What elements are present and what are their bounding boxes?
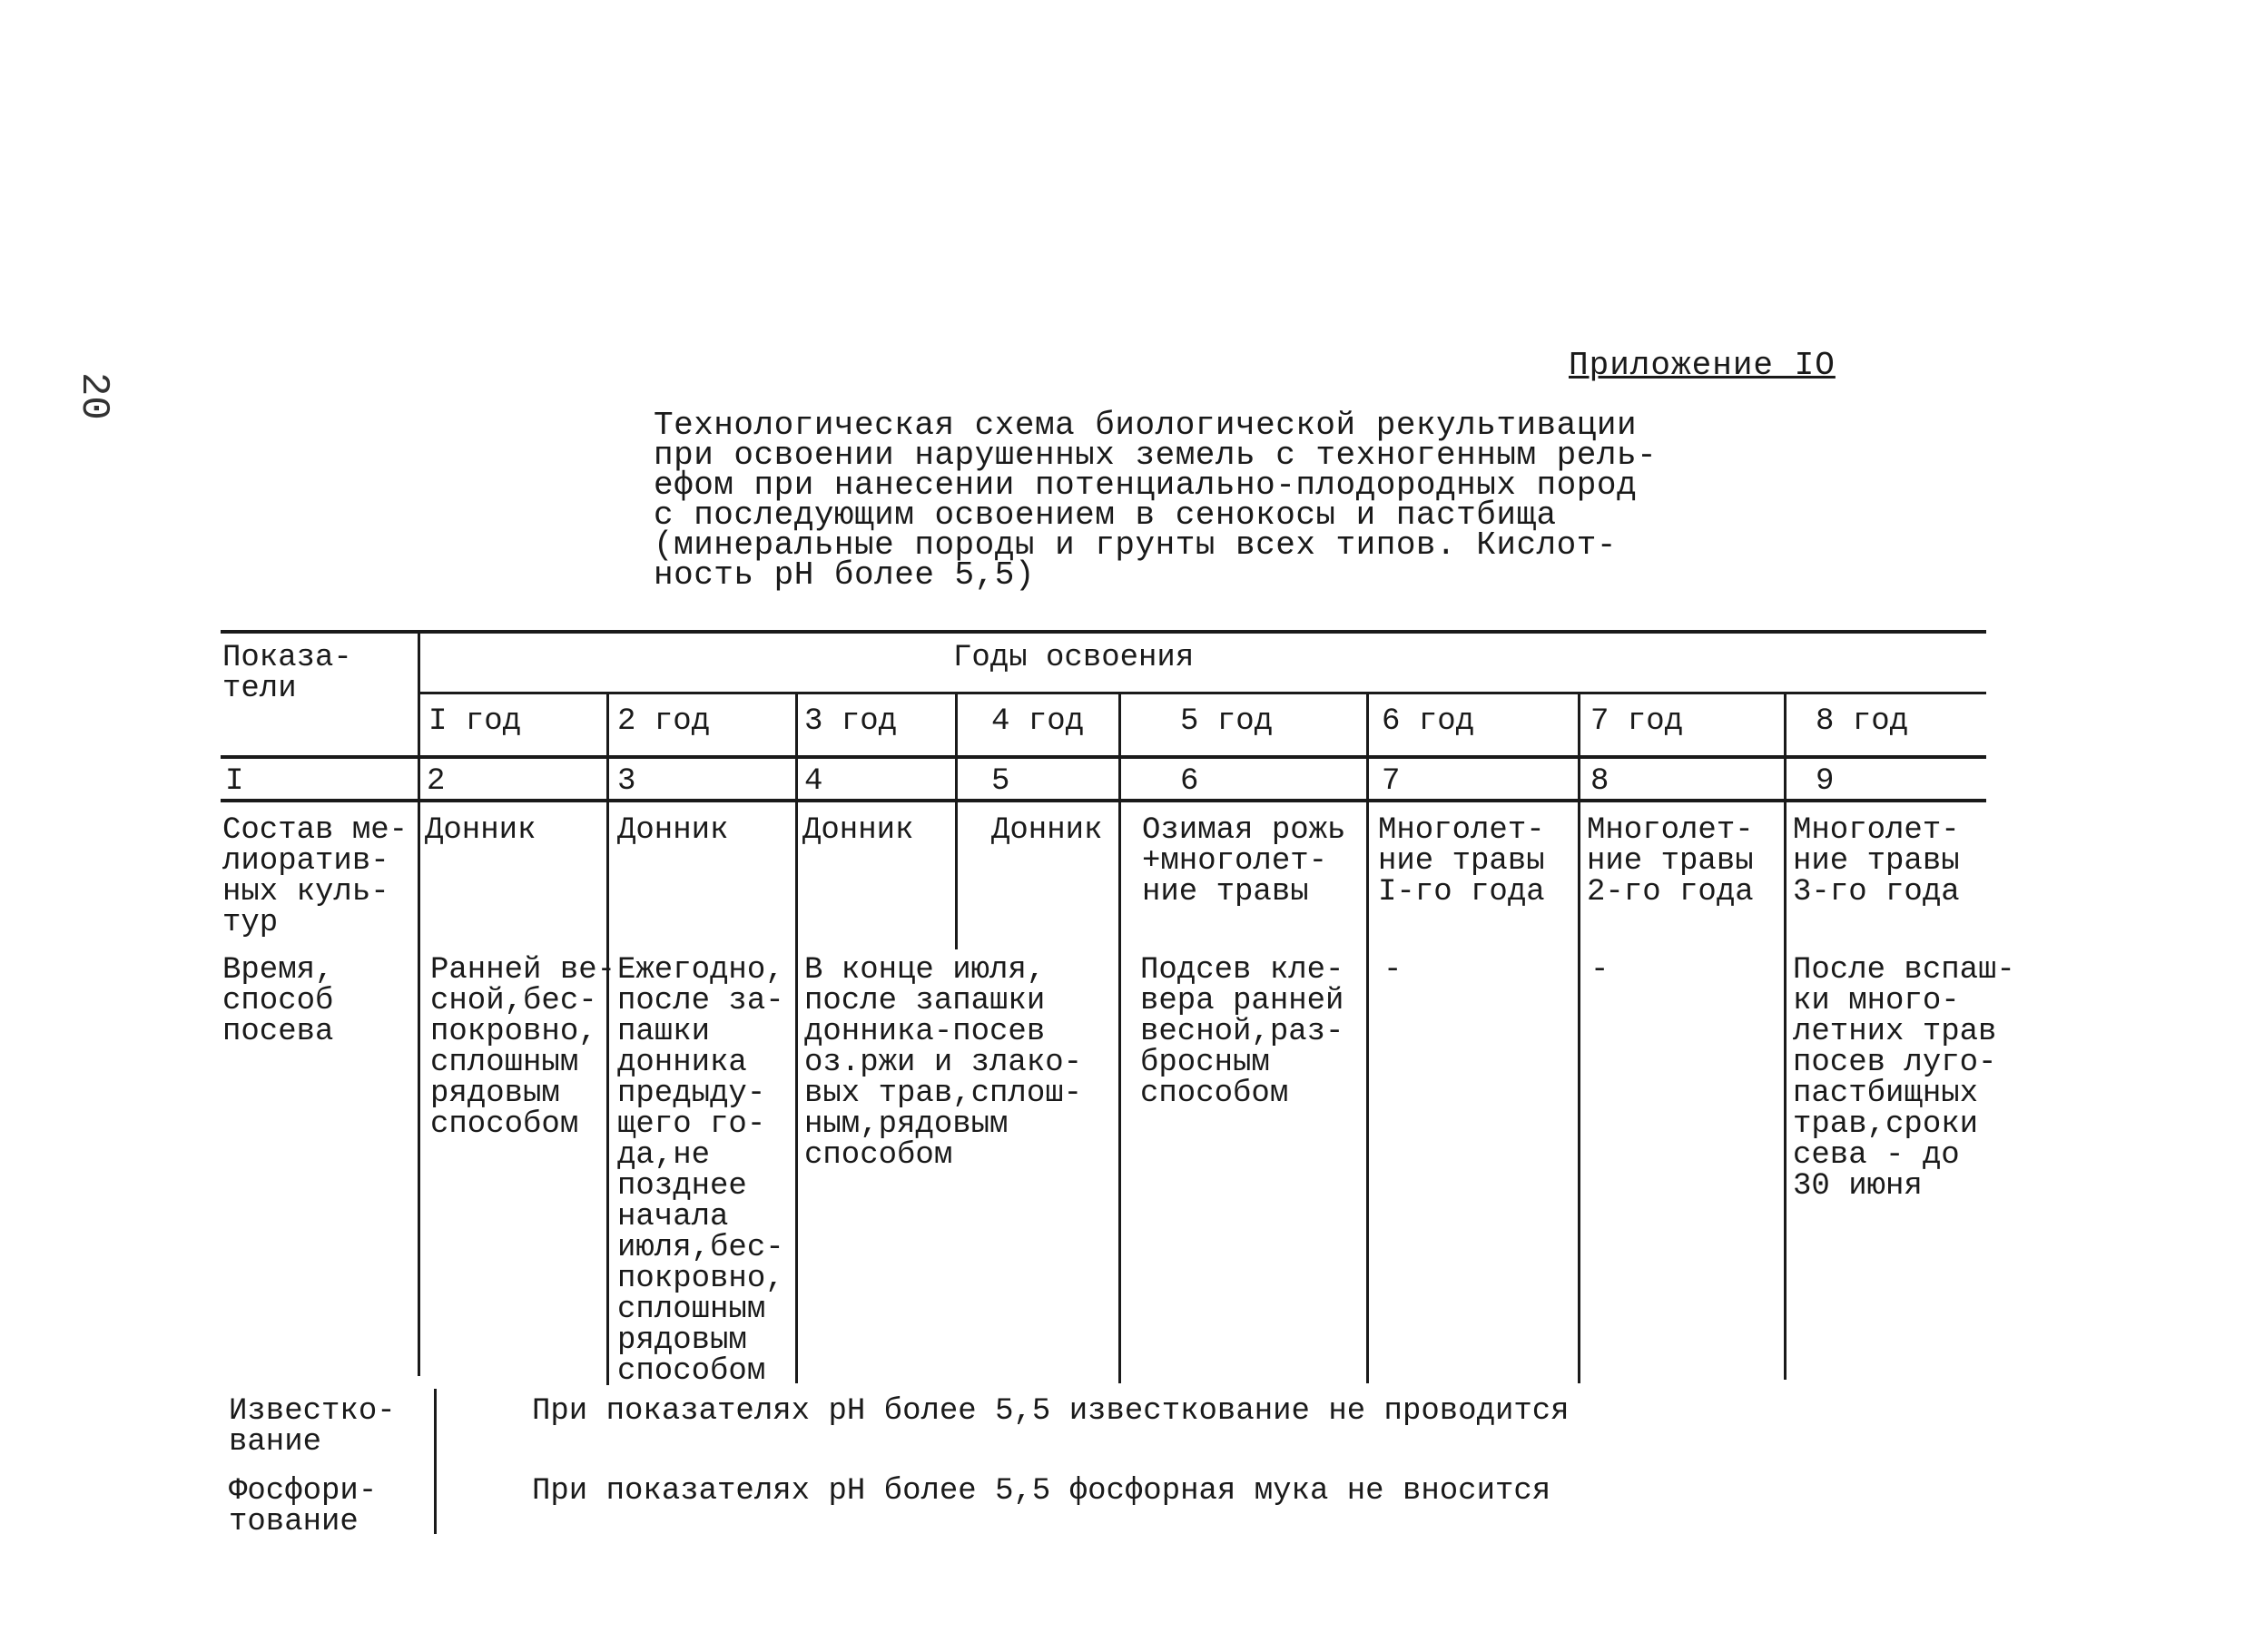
- cell-text: летних трав: [1793, 1015, 1997, 1049]
- table-rule-numbers: [221, 799, 1986, 802]
- column-number: 2: [427, 764, 446, 799]
- header-year-4: 4 год: [991, 704, 1085, 739]
- cell-text: ние травы: [1142, 875, 1309, 910]
- title-line: Технологическая схема биологической рекультивации: [654, 407, 1638, 444]
- table-vline: [795, 693, 798, 1383]
- sowing-cell-year-3-4: [804, 955, 1082, 1171]
- label-text: Состав ме-: [222, 813, 409, 848]
- cell-text: рядовым: [430, 1077, 560, 1111]
- column-number: 5: [991, 764, 1010, 799]
- cell-text: Многолет-: [1378, 813, 1545, 848]
- cell-text: начала: [617, 1200, 729, 1234]
- cell-text: вера ранней: [1140, 984, 1344, 1018]
- page-number: 20: [71, 372, 116, 420]
- cell-text: 2-го года: [1587, 875, 1754, 910]
- cell-text: Донник: [617, 813, 729, 848]
- cell-text: предыду-: [617, 1077, 766, 1111]
- cell-text: Донник: [802, 813, 914, 848]
- table-vline: [955, 693, 958, 949]
- header-text: Показа-: [222, 641, 352, 675]
- cell-text: трав,сроки: [1793, 1107, 1979, 1142]
- cell-text: сплошным: [617, 1293, 766, 1327]
- cell-text: ным,рядовым: [804, 1107, 1009, 1142]
- sowing-cell-year-1: [430, 955, 615, 1140]
- crop-cell-year-2: [617, 815, 728, 846]
- sowing-cell-year-6: [1383, 955, 1402, 986]
- cell-text: вых трав,сплош-: [804, 1077, 1083, 1111]
- cell-text: покровно,: [617, 1262, 784, 1296]
- table-vline: [1118, 693, 1121, 1383]
- column-number: 8: [1590, 764, 1609, 799]
- column-number: 7: [1382, 764, 1401, 799]
- label-text: лиоратив-: [222, 844, 389, 879]
- cell-text: покровно,: [430, 1015, 597, 1049]
- cell-text: Донник: [425, 813, 536, 848]
- row-label-liming: [229, 1396, 396, 1458]
- cell-text: сплошным: [430, 1046, 579, 1080]
- sowing-cell-year-2: [617, 955, 784, 1387]
- cell-text: Ежегодно,: [617, 953, 784, 988]
- column-number: 3: [617, 764, 636, 799]
- table-rule-top: [221, 630, 1986, 634]
- cell-text: весной,раз-: [1140, 1015, 1344, 1049]
- title-line: при освоении нарушенных земель с техногенным рель-: [654, 437, 1658, 474]
- cell-text: сева - до: [1793, 1138, 1960, 1173]
- cell-text: 3-го года: [1793, 875, 1960, 910]
- table-vline: [434, 1389, 437, 1534]
- header-year-1: I год: [428, 704, 522, 739]
- crop-cell-year-8: [1793, 815, 1960, 908]
- cell-text: пастбищных: [1793, 1077, 1979, 1111]
- cell-text: донника: [617, 1046, 747, 1080]
- sowing-cell-year-5: [1140, 955, 1344, 1109]
- document-title: [654, 407, 1658, 594]
- cell-text: после за-: [617, 984, 784, 1018]
- cell-text: ние травы: [1793, 844, 1960, 879]
- cell-text: Многолет-: [1587, 813, 1754, 848]
- appendix-label: Приложение IO: [1569, 347, 1836, 384]
- cell-text: 30 июня: [1793, 1169, 1923, 1204]
- label-text: тование: [229, 1505, 359, 1539]
- crop-cell-year-1: [425, 815, 536, 846]
- cell-text: ки много-: [1793, 984, 1960, 1018]
- header-year-2: 2 год: [617, 704, 711, 739]
- title-line: ность pH более 5,5): [654, 556, 1035, 594]
- header-year-5: 5 год: [1180, 704, 1274, 739]
- liming-note: При показателях pH более 5,5 известкование не проводится: [532, 1394, 1570, 1429]
- sowing-cell-year-8: [1793, 955, 2015, 1202]
- cell-text: способом: [1140, 1077, 1289, 1111]
- row-label-phosphor: [229, 1476, 377, 1538]
- cell-text: способом: [804, 1138, 953, 1173]
- header-year-7: 7 год: [1590, 704, 1684, 739]
- cell-text: Ранней ве-: [430, 953, 616, 988]
- crop-cell-year-7: [1587, 815, 1754, 908]
- cell-text: -: [1383, 953, 1403, 988]
- header-indicators: [222, 643, 352, 704]
- cell-text: ние травы: [1378, 844, 1545, 879]
- cell-text: Подсев кле-: [1140, 953, 1344, 988]
- cell-text: щего го-: [617, 1107, 766, 1142]
- cell-text: После вспаш-: [1793, 953, 2015, 988]
- label-text: способ: [222, 984, 334, 1018]
- label-text: посева: [222, 1015, 334, 1049]
- table-vline: [418, 632, 420, 1376]
- cell-text: способом: [617, 1354, 766, 1389]
- table-vline: [1366, 693, 1369, 1383]
- label-text: тур: [222, 906, 279, 940]
- column-number: 9: [1816, 764, 1835, 799]
- crop-cell-year-4: [991, 815, 1102, 846]
- cell-text: сной,бес-: [430, 984, 597, 1018]
- phosphor-note: При показателях pH более 5,5 фосфорная мука не вносится: [532, 1474, 1551, 1509]
- cell-text: Многолет-: [1793, 813, 1960, 848]
- crop-cell-year-3: [802, 815, 913, 846]
- sowing-cell-year-7: [1590, 955, 1609, 986]
- cell-text: рядовым: [617, 1323, 747, 1358]
- label-text: Фосфори-: [229, 1474, 378, 1509]
- table-rule-group: [419, 692, 1986, 694]
- header-text: тели: [222, 672, 297, 706]
- cell-text: позднее: [617, 1169, 747, 1204]
- cell-text: да,не: [617, 1138, 711, 1173]
- cell-text: оз.ржи и злако-: [804, 1046, 1083, 1080]
- cell-text: июля,бес-: [617, 1231, 784, 1265]
- title-line: (минеральные породы и грунты всех типов. Кислот-: [654, 526, 1617, 564]
- cell-text: донника-посев: [804, 1015, 1046, 1049]
- row-label-crops: [222, 815, 408, 939]
- title-line: с последующим освоением в сенокосы и пастбища: [654, 497, 1557, 534]
- column-number: 4: [804, 764, 823, 799]
- header-years-group: Годы освоения: [953, 641, 1195, 675]
- cell-text: -: [1590, 953, 1609, 988]
- title-line: ефом при нанесении потенциально-плодородных пород: [654, 467, 1638, 504]
- cell-text: после запашки: [804, 984, 1046, 1018]
- header-year-8: 8 год: [1816, 704, 1909, 739]
- header-year-3: 3 год: [804, 704, 898, 739]
- table-vline: [1784, 693, 1787, 1380]
- cell-text: +многолет-: [1142, 844, 1328, 879]
- cell-text: I-го года: [1378, 875, 1545, 910]
- label-text: ных куль-: [222, 875, 389, 910]
- label-text: вание: [229, 1425, 322, 1460]
- column-number: I: [225, 764, 244, 799]
- cell-text: способом: [430, 1107, 579, 1142]
- header-year-6: 6 год: [1382, 704, 1475, 739]
- table-vline: [1578, 693, 1580, 1383]
- table-rule-header: [221, 755, 1986, 759]
- cell-text: Донник: [991, 813, 1103, 848]
- label-text: Известко-: [229, 1394, 396, 1429]
- cell-text: В конце июля,: [804, 953, 1046, 988]
- row-label-sowing: [222, 955, 333, 1047]
- label-text: Время,: [222, 953, 334, 988]
- crop-cell-year-5: [1142, 815, 1345, 908]
- cell-text: пашки: [617, 1015, 711, 1049]
- cell-text: ние травы: [1587, 844, 1754, 879]
- cell-text: Озимая рожь: [1142, 813, 1346, 848]
- cell-text: бросным: [1140, 1046, 1270, 1080]
- column-number: 6: [1180, 764, 1199, 799]
- crop-cell-year-6: [1378, 815, 1545, 908]
- cell-text: посев луго-: [1793, 1046, 1997, 1080]
